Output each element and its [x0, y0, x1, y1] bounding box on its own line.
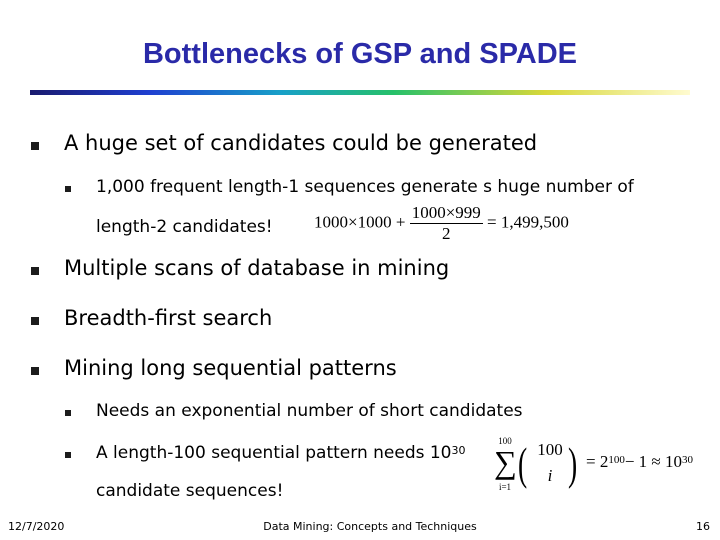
bullet-marker — [31, 142, 39, 150]
sub-bullet-length100-pattern — [96, 443, 466, 463]
binomial-left-paren: ( — [518, 438, 528, 489]
sub-bullet-length2-candidates: length-2 candidates! — [96, 217, 273, 237]
sum-lower-limit: i=1 — [498, 482, 512, 492]
formula-sum-binomial — [494, 436, 694, 498]
formula2-approx-exponent: 30 — [682, 454, 694, 466]
bullet-candidates-generated: A huge set of candidates could be generated — [64, 131, 538, 155]
sub-bullet-marker — [65, 410, 71, 416]
sum-sigma-symbol: ∑ — [494, 444, 517, 480]
formula1-lhs: 1000×1000 + — [314, 212, 406, 232]
formula1-fraction — [410, 203, 483, 244]
footer-date: 12/7/2020 — [8, 520, 65, 533]
bullet-multiple-scans: Multiple scans of database in mining — [64, 256, 450, 280]
footer-page-number: 16 — [696, 520, 710, 533]
binomial-bottom: i — [547, 466, 553, 485]
formula-length2-count — [314, 203, 569, 244]
bullet-marker — [31, 317, 39, 325]
formula1-rhs: = 1,499,500 — [487, 212, 569, 232]
formula2-eq: = 2 — [586, 452, 609, 471]
bullet-long-patterns: Mining long sequential patterns — [64, 356, 397, 380]
length100-text: A length-100 sequential pattern needs 10 — [96, 443, 452, 463]
formula2-result — [586, 452, 693, 472]
slide-title: Bottlenecks of GSP and SPADE — [142, 38, 578, 70]
formula1-denominator: 2 — [441, 224, 451, 243]
formula1-numerator: 1000×999 — [411, 203, 481, 222]
sub-bullet-candidate-sequences: candidate sequences! — [96, 481, 284, 501]
sub-bullet-exponential-candidates: Needs an exponential number of short candidates — [96, 401, 523, 421]
binomial-top: 100 — [537, 440, 563, 459]
footer-course-title: Data Mining: Concepts and Techniques — [263, 520, 477, 533]
sum-upper-limit: 100 — [498, 436, 512, 446]
sub-bullet-marker — [65, 186, 71, 192]
title-divider — [30, 90, 690, 95]
formula2-eq-exponent: 100 — [608, 454, 625, 466]
binomial-right-paren: ) — [568, 438, 578, 489]
bullet-marker — [31, 367, 39, 375]
sub-bullet-marker — [65, 452, 71, 458]
bullet-breadth-first: Breadth-first search — [64, 306, 273, 330]
length100-exponent: 30 — [451, 444, 466, 457]
bullet-marker — [31, 267, 39, 275]
sub-bullet-frequent-sequences: 1,000 frequent length-1 sequences generate s huge number of — [96, 177, 634, 197]
formula2-approx: − 1 ≈ 10 — [624, 452, 683, 471]
